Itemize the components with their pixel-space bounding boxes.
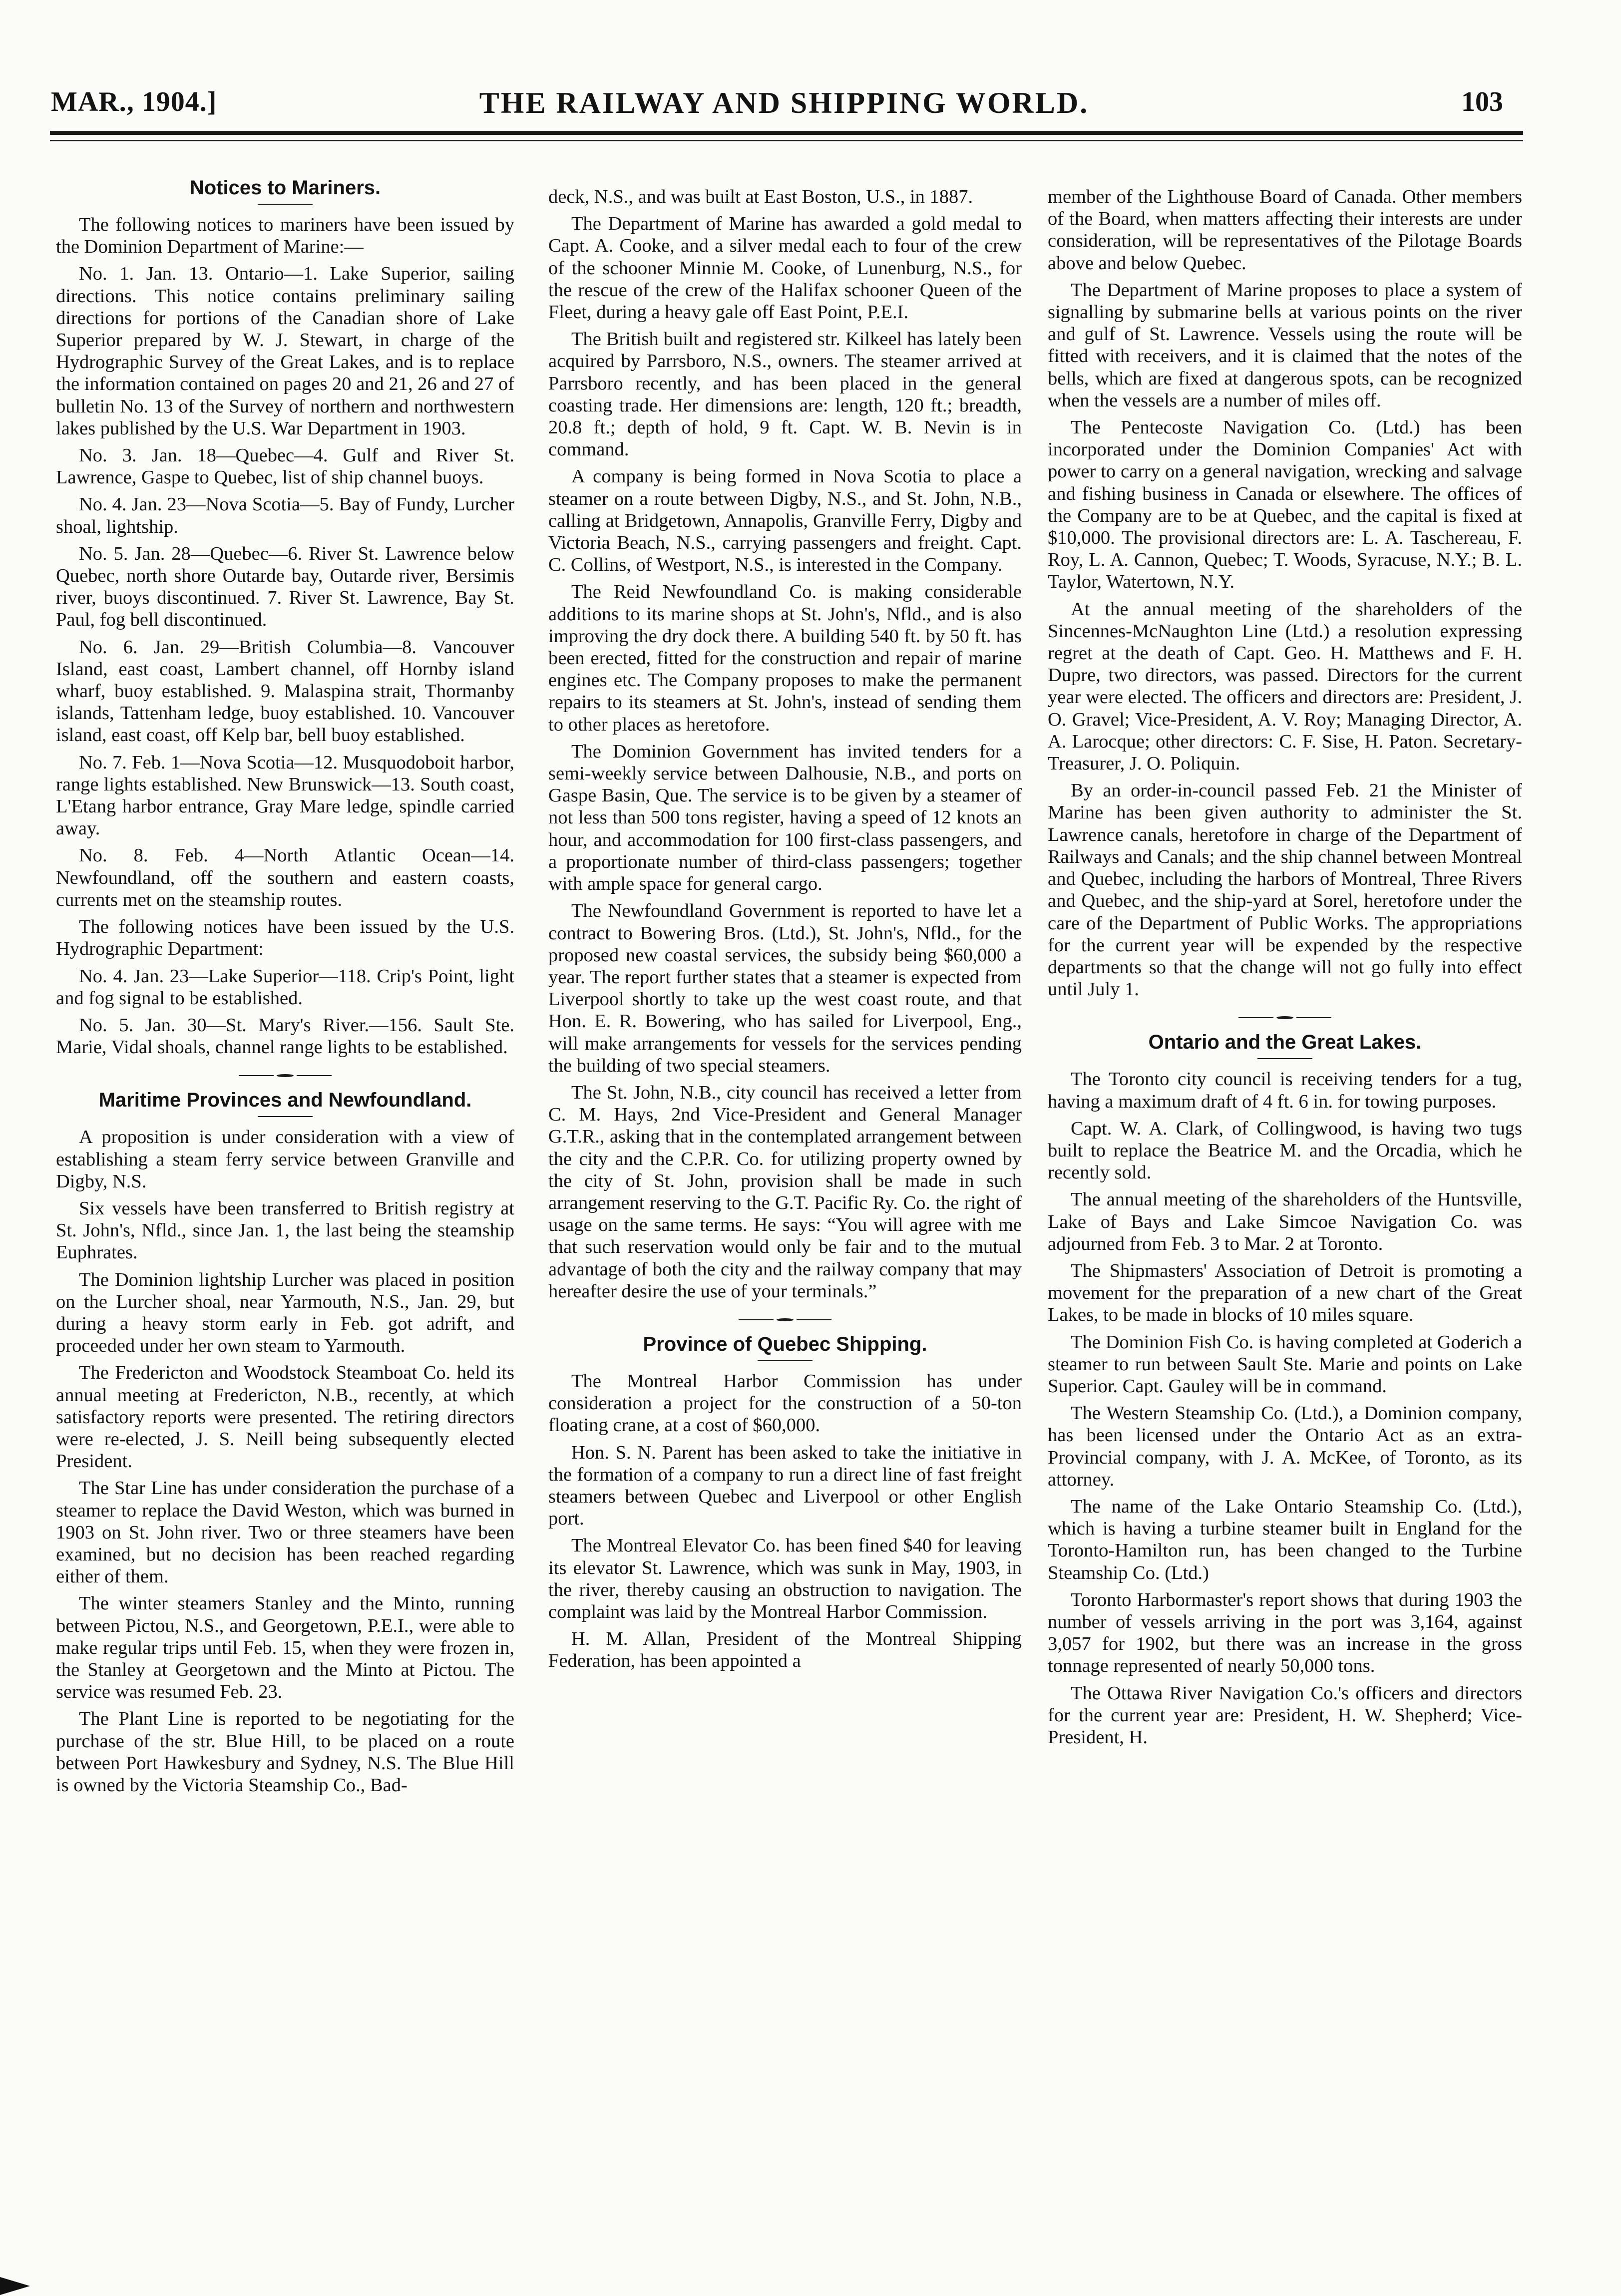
article-paragraph: The annual meeting of the shareholders of the Huntsville, Lake of Bays and Lake Simcoe Navigation Co. was adjourned from Feb. 3 to Mar. 2 at Toronto. bbox=[1048, 1189, 1522, 1254]
article-paragraph: No. 4. Jan. 23—Nova Scotia—5. Bay of Fundy, Lurcher shoal, lightship. bbox=[56, 494, 514, 537]
article-paragraph: No. 5. Jan. 28—Quebec—6. River St. Lawrence below Quebec, north shore Outarde bay, Outarde river, Bersimis river, buoys discontinued. 7. River St. Lawrence, Bay St. Paul, fog bell discontinued. bbox=[56, 543, 514, 631]
section-heading-notices-to-mariners: Notices to Mariners. bbox=[189, 177, 381, 199]
article-paragraph: The Reid Newfoundland Co. is making considerable additions to its marine shops at St. John's, Nfld., and is also improving the dry dock there. A building 540 ft. by 50 ft. has been erected, fitted for the construction and repair of marine engines etc. The Company proposes to make the permanent repairs to its steamers at St. John's, instead of sending them to other places as heretofore. bbox=[548, 581, 1022, 735]
header-rule-thin bbox=[50, 140, 1523, 141]
heading-rule bbox=[258, 1116, 313, 1117]
section-divider bbox=[56, 1063, 514, 1077]
column-middle bbox=[548, 186, 1022, 1677]
article-paragraph: The Dominion Government has invited tenders for a semi-weekly service between Dalhousie, N.B., and ports on Gaspe Basin, Que. The service is to be given by a steamer of not less than 500 tons register, having a speed of 12 knots an hour, and accommodation for 100 first-class passengers, and a proportionate number of third-class passengers; together with ample space for general cargo. bbox=[548, 741, 1022, 895]
article-paragraph: deck, N.S., and was built at East Boston, U.S., in 1887. bbox=[548, 186, 973, 207]
article-paragraph: The Plant Line is reported to be negotiating for the purchase of the str. Blue Hill, to be placed on a route between Port Hawkesbury and Sydney, N.S. The Blue Hill is owned by the Victoria Steamship Co., Bad- bbox=[56, 1708, 514, 1796]
article-paragraph: The Western Steamship Co. (Ltd.), a Dominion company, has been licensed under the Ontario Act as an extra-Provincial company, with J. A. McKee, of Toronto, as its attorney. bbox=[1048, 1403, 1522, 1490]
article-paragraph: The Fredericton and Woodstock Steamboat Co. held its annual meeting at Fredericton, N.B., recently, at which satisfactory reports were presented. The retiring directors were re-elected, J. S. Neill being subsequently elected President. bbox=[56, 1362, 514, 1472]
article-paragraph: The following notices have been issued by the U.S. Hydrographic Department: bbox=[56, 916, 514, 960]
column-right bbox=[1048, 186, 1522, 1753]
article-paragraph: Toronto Harbormaster's report shows that during 1903 the number of vessels arriving in the port was 3,164, against 3,057 for 1902, but there was an increase in the gross tonnage represented of nearly 50,000 tons. bbox=[1048, 1589, 1522, 1677]
article-paragraph: The Montreal Harbor Commission has under consideration a project for the construction of a 50-ton floating crane, at a cost of $60,000. bbox=[548, 1370, 1022, 1436]
article-paragraph: The Department of Marine proposes to place a system of signalling by submarine bells at various points on the river and gulf of St. Lawrence. Vessels using the route will be fitted with receivers, and it is claimed that the notes of the bells, which are fixed at dangerous spots, can be recognized when the vessels are a number of miles off. bbox=[1048, 279, 1522, 411]
margin-arrow-marker bbox=[0, 2277, 30, 2295]
article-paragraph: At the annual meeting of the shareholders of the Sincennes-McNaughton Line (Ltd.) a resolution expressing regret at the death of Capt. Geo. H. Matthews and F. H. Dupre, two directors, was passed. Directors for the current year were elected. The officers and directors are: President, J. O. Gravel; Vice-President, A. V. Roy; Managing Director, A. A. Larocque; other directors: C. F. Sise, H. Paton. Secretary-Treasurer, J. O. Poliquin. bbox=[1048, 598, 1522, 774]
article-paragraph: The Ottawa River Navigation Co.'s officers and directors for the current year are: President, H. W. Shepherd; Vice-President, H. bbox=[1048, 1682, 1522, 1748]
article-paragraph: Hon. S. N. Parent has been asked to take the initiative in the formation of a company to run a direct line of fast freight steamers between Quebec and Liverpool or other English port. bbox=[548, 1442, 1022, 1530]
article-paragraph: H. M. Allan, President of the Montreal Shipping Federation, has been appointed a bbox=[548, 1628, 1022, 1672]
article-paragraph: The British built and registered str. Kilkeel has lately been acquired by Parrsboro, N.S., owners. The steamer arrived at Parrsboro recently, and has been placed in the general coasting trade. Her dimensions are: length, 120 ft.; breadth, 20.8 ft.; depth of hold, 9 ft. Capt. W. B. Nevin is in command. bbox=[548, 329, 1022, 460]
article-paragraph: The Pentecoste Navigation Co. (Ltd.) has been incorporated under the Dominion Companies' Act with power to carry on a general navigation, wrecking and salvage and fishing business in Canada or elsewhere. The offices of the Company are to be at Quebec, and the capital is fixed at $10,000. The provisional directors are: L. A. Taschereau, F. Roy, L. A. Cannon, Quebec; T. Woods, Syracuse, N.Y.; B. L. Taylor, Watertown, N.Y. bbox=[1048, 417, 1522, 593]
page-header bbox=[45, 75, 1523, 125]
section-heading-maritime-provinces: Maritime Provinces and Newfoundland. bbox=[98, 1089, 472, 1112]
article-paragraph: The winter steamers Stanley and the Minto, running between Pictou, N.S., and Georgetown, P.E.I., were able to make regular trips until Feb. 15, when they were frozen in, the Stanley at Georgetown and the Minto at Pictou. The service was resumed Feb. 23. bbox=[56, 1593, 514, 1703]
article-paragraph: The Shipmasters' Association of Detroit is promoting a movement for the preparation of a new chart of the Great Lakes, to be made in blocks of 10 miles square. bbox=[1048, 1260, 1522, 1326]
heading-rule bbox=[1257, 1058, 1312, 1059]
heading-rule bbox=[258, 204, 313, 205]
article-paragraph: No. 6. Jan. 29—British Columbia—8. Vancouver Island, east coast, Lambert channel, off Hornby island wharf, buoy established. 9. Malaspina strait, Thormanby islands, Tattenham ledge, buoy established. 10. Vancouver island, east coast, off Kelp bar, bell buoy established. bbox=[56, 636, 514, 746]
article-paragraph: The Toronto city council is receiving tenders for a tug, having a maximum draft of 4 ft. 6 in. for towing purposes. bbox=[1048, 1069, 1522, 1112]
article-paragraph: The following notices to mariners have been issued by the Dominion Department of Marine:— bbox=[56, 214, 514, 258]
article-paragraph: A proposition is under consideration with a view of establishing a steam ferry service between Granville and Digby, N.S. bbox=[56, 1127, 514, 1192]
article-paragraph: The St. John, N.B., city council has received a letter from C. M. Hays, 2nd Vice-President and General Manager G.T.R., asking that in the contemplated arrangement between the city and the C.P.R. Co. for utilizing property owned by the city of St. John, provision shall be made in such arrangement reserving to the G.T. Pacific Ry. Co. the right of usage on the same terms. He says: “You will agree with me that such reservation would only be fair and to the mutual advantage of both the city and the railway company that may hereafter desire the use of your terminals.” bbox=[548, 1082, 1022, 1302]
article-paragraph: The name of the Lake Ontario Steamship Co. (Ltd.), which is having a turbine steamer built in England for the Toronto-Hamilton run, has been changed to the Turbine Steamship Co. (Ltd.) bbox=[1048, 1496, 1522, 1583]
article-paragraph: The Montreal Elevator Co. has been fined $40 for leaving its elevator St. Lawrence, which was sunk in May, 1903, in the river, thereby causing an obstruction to navigation. The complaint was laid by the Montreal Harbor Commission. bbox=[548, 1535, 1022, 1622]
article-paragraph: By an order-in-council passed Feb. 21 the Minister of Marine has been given authority to administer the St. Lawrence canals, heretofore in charge of the Department of Railways and Canals; and the ship channel between Montreal and Quebec, including the harbors of Montreal, Three Rivers and Quebec, and the ship-yard at Sorel, heretofore under the care of the Department of Public Works. The appropriations for the current year will be expended by the respective departments so that the change will not go fully into effect until July 1. bbox=[1048, 780, 1522, 1000]
article-paragraph: The Department of Marine has awarded a gold medal to Capt. A. Cooke, and a silver medal each to four of the crew of the schooner Minnie M. Cooke, of Lunenburg, N.S., for the rescue of the crew of the Halifax schooner Queen of the Fleet, during a heavy gale off East Point, P.E.I. bbox=[548, 213, 1022, 323]
heading-rule bbox=[758, 1360, 812, 1361]
article-paragraph: No. 3. Jan. 18—Quebec—4. Gulf and River St. Lawrence, Gaspe to Quebec, list of ship channel buoys. bbox=[56, 445, 514, 488]
section-divider bbox=[1048, 1005, 1522, 1019]
article-paragraph: The Newfoundland Government is reported to have let a contract to Bowering Bros. (Ltd.), St. John's, Nfld., for the proposed new coastal services, the subsidy being $60,000 a year. The report further states that a steamer is expected from Liverpool shortly to take up the west coast route, and that Hon. E. R. Bowering, who has sailed for Liverpool, Eng., will make arrangements for vessels for the services pending the building of two special steamers. bbox=[548, 900, 1022, 1076]
article-paragraph: No. 8. Feb. 4—North Atlantic Ocean—14. Newfoundland, off the southern and eastern coasts, currents met on the steamship routes. bbox=[56, 845, 514, 910]
article-paragraph: member of the Lighthouse Board of Canada. Other members of the Board, when matters affecting their interests are under consideration, will be representatives of the Pilotage Boards above and below Quebec. bbox=[1048, 186, 1522, 274]
header-rule-thick bbox=[50, 131, 1523, 135]
section-heading-province-of-quebec-shipping: Province of Quebec Shipping. bbox=[643, 1333, 927, 1355]
article-paragraph: The Dominion Fish Co. is having completed at Goderich a steamer to run between Sault Ste. Marie and points on Lake Superior. Capt. Gauley will be in command. bbox=[1048, 1331, 1522, 1397]
article-paragraph: No. 4. Jan. 23—Lake Superior—118. Crip's Point, light and fog signal to be established. bbox=[56, 965, 514, 1009]
article-paragraph: No. 1. Jan. 13. Ontario—1. Lake Superior, sailing directions. This notice contains preliminary sailing directions for portions of the Canadian shore of Lake Superior prepared by W. J. Stewart, in charge of the Hydrographic Survey of the Great Lakes, and is to replace the information contained on pages 20 and 21, 26 and 27 of bulletin No. 13 of the Survey of northern and northwestern lakes published by the U.S. War Department in 1903. bbox=[56, 263, 514, 439]
article-paragraph: The Dominion lightship Lurcher was placed in position on the Lurcher shoal, near Yarmouth, N.S., Jan. 29, but during a heavy storm early in Feb. got adrift, and proceeded under her own steam to Yarmouth. bbox=[56, 1269, 514, 1357]
section-heading-ontario-and-great-lakes: Ontario and the Great Lakes. bbox=[1148, 1031, 1422, 1054]
issue-date: MAR., 1904.] bbox=[51, 86, 217, 117]
article-paragraph: No. 5. Jan. 30—St. Mary's River.—156. Sault Ste. Marie, Vidal shoals, channel range lights to be established. bbox=[56, 1014, 514, 1058]
column-left bbox=[56, 175, 514, 1801]
article-paragraph: The Star Line has under consideration the purchase of a steamer to replace the David Weston, which was burned in 1903 on St. John river. Two or three steamers have been examined, but no decision has been reached regarding either of them. bbox=[56, 1478, 514, 1587]
section-divider bbox=[548, 1307, 1022, 1321]
article-paragraph: No. 7. Feb. 1—Nova Scotia—12. Musquodoboit harbor, range lights established. New Brunswick—13. South coast, L'Etang harbor entrance, Gray Mare ledge, spindle carried away. bbox=[56, 752, 514, 839]
article-paragraph: A company is being formed in Nova Scotia to place a steamer on a route between Digby, N.S., and St. John, N.B., calling at Bridgetown, Annapolis, Granville Ferry, Digby and Victoria Beach, N.S., carrying passengers and freight. Capt. C. Collins, of Westport, N.S., is interested in the Company. bbox=[548, 466, 1022, 576]
page-number: 103 bbox=[1461, 86, 1503, 117]
article-paragraph: Capt. W. A. Clark, of Collingwood, is having two tugs built to replace the Beatrice M. and the Orcadia, which he recently sold. bbox=[1048, 1118, 1522, 1183]
article-paragraph: Six vessels have been transferred to British registry at St. John's, Nfld., since Jan. 1, the last being the steamship Euphrates. bbox=[56, 1197, 514, 1263]
publication-title: THE RAILWAY AND SHIPPING WORLD. bbox=[479, 86, 1089, 119]
